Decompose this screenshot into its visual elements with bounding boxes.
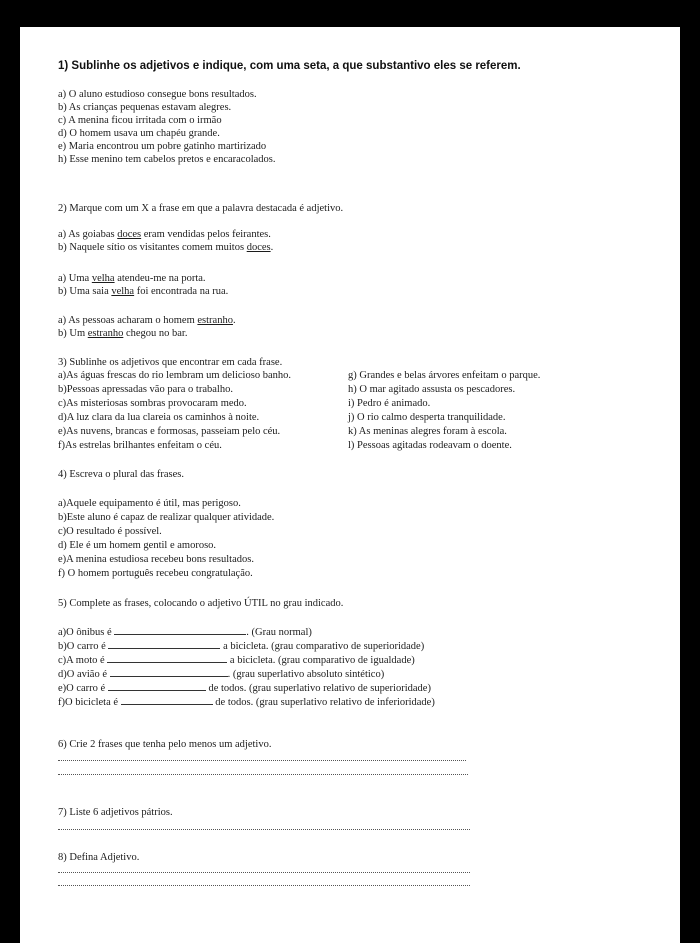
q5-item-e: e)O carro é de todos. (grau superlativo relativo de superioridade) — [58, 683, 431, 694]
q4-item-a: a)Aquele equipamento é útil, mas perigoso. — [58, 498, 241, 509]
answer-blank[interactable] — [107, 653, 227, 663]
q1-item-a: a) O aluno estudioso consegue bons resultados. — [58, 89, 257, 100]
q5-item-b: b)O carro é a bicicleta. (grau comparativo de superioridade) — [58, 641, 425, 652]
q2-g2-b: b) Uma saia velha foi encontrada na rua. — [58, 286, 229, 297]
q3-item-e: e)As nuvens, brancas e formosas, passeiam pelo céu. — [58, 426, 281, 437]
q2-g1-b: b) Naquele sítio os visitantes comem muitos doces. — [58, 242, 274, 253]
answer-blank[interactable] — [108, 681, 206, 691]
highlighted-word: doces — [117, 229, 142, 240]
answer-line[interactable] — [58, 760, 466, 761]
q2-g1-a: a) As goiabas doces eram vendidas pelos feirantes. — [58, 229, 271, 240]
q3-item-l: l) Pessoas agitadas rodeavam o doente. — [348, 440, 512, 451]
q1-item-h: h) Esse menino tem cabelos pretos e encaracolados. — [58, 154, 276, 165]
q3-item-a: a)As águas frescas do rio lembram um delicioso banho. — [58, 370, 291, 381]
answer-blank[interactable] — [110, 667, 228, 677]
highlighted-word: doces — [246, 242, 271, 253]
answer-line[interactable] — [58, 872, 470, 873]
answer-line[interactable] — [58, 885, 470, 886]
q3-item-b: b)Pessoas apressadas vão para o trabalho. — [58, 384, 233, 395]
q6-title: 6) Crie 2 frases que tenha pelo menos um adjetivo. — [58, 739, 272, 750]
q1-item-b: b) As crianças pequenas estavam alegres. — [58, 102, 232, 113]
q4-title: 4) Escreva o plural das frases. — [58, 469, 184, 480]
q4-item-d: d) Ele é um homem gentil e amoroso. — [58, 540, 217, 551]
answer-line[interactable] — [58, 774, 468, 775]
q5-item-f: f)O bicicleta é de todos. (grau superlativo relativo de inferioridade) — [58, 697, 435, 708]
q2-g3-a: a) As pessoas acharam o homem estranho. — [58, 315, 236, 326]
q3-item-c: c)As misteriosas sombras provocaram medo. — [58, 398, 247, 409]
q5-item-d: d)O avião é . (grau superlativo absoluto sintético) — [58, 669, 385, 680]
q4-item-f: f) O homem português recebeu congratulação. — [58, 568, 253, 579]
answer-blank[interactable] — [121, 695, 213, 705]
q5-title: 5) Complete as frases, colocando o adjetivo ÚTIL no grau indicado. — [58, 598, 344, 609]
highlighted-word: estranho — [197, 315, 233, 326]
q3-item-h: h) O mar agitado assusta os pescadores. — [348, 384, 516, 395]
q7-title: 7) Liste 6 adjetivos pátrios. — [58, 807, 173, 818]
q2-title: 2) Marque com um X a frase em que a palavra destacada é adjetivo. — [58, 203, 344, 214]
q2-g3-b: b) Um estranho chegou no bar. — [58, 328, 188, 339]
q3-item-f: f)As estrelas brilhantes enfeitam o céu. — [58, 440, 222, 451]
q2-g2-a: a) Uma velha atendeu-me na porta. — [58, 273, 206, 284]
q8-title: 8) Defina Adjetivo. — [58, 852, 140, 863]
highlighted-word: velha — [111, 286, 135, 297]
q3-item-g: g) Grandes e belas árvores enfeitam o parque. — [348, 370, 541, 381]
q5-item-a: a)O ônibus é . (Grau normal) — [58, 627, 312, 638]
q3-item-k: k) As meninas alegres foram à escola. — [348, 426, 507, 437]
q3-title: 3) Sublinhe os adjetivos que encontrar em cada frase. — [58, 357, 283, 368]
q1-item-c: c) A menina ficou irritada com o irmão — [58, 115, 222, 126]
q3-item-j: j) O rio calmo desperta tranquilidade. — [348, 412, 506, 423]
q4-item-b: b)Este aluno é capaz de realizar qualquer atividade. — [58, 512, 275, 523]
highlighted-word: velha — [91, 273, 115, 284]
q4-item-c: c)O resultado é possível. — [58, 526, 162, 537]
answer-blank[interactable] — [114, 625, 246, 635]
q3-item-i: i) Pedro é animado. — [348, 398, 431, 409]
answer-blank[interactable] — [108, 639, 220, 649]
highlighted-word: estranho — [87, 328, 124, 339]
q1-title: 1) Sublinhe os adjetivos e indique, com uma seta, a que substantivo eles se referem. — [58, 60, 521, 72]
q1-item-d: d) O homem usava um chapéu grande. — [58, 128, 220, 139]
answer-line[interactable] — [58, 829, 470, 830]
q5-item-c: c)A moto é a bicicleta. (grau comparativo de igualdade) — [58, 655, 415, 666]
q4-item-e: e)A menina estudiosa recebeu bons resultados. — [58, 554, 254, 565]
q3-item-d: d)A luz clara da lua clareia os caminhos à noite. — [58, 412, 260, 423]
q1-item-e: e) Maria encontrou um pobre gatinho martirizado — [58, 141, 267, 152]
